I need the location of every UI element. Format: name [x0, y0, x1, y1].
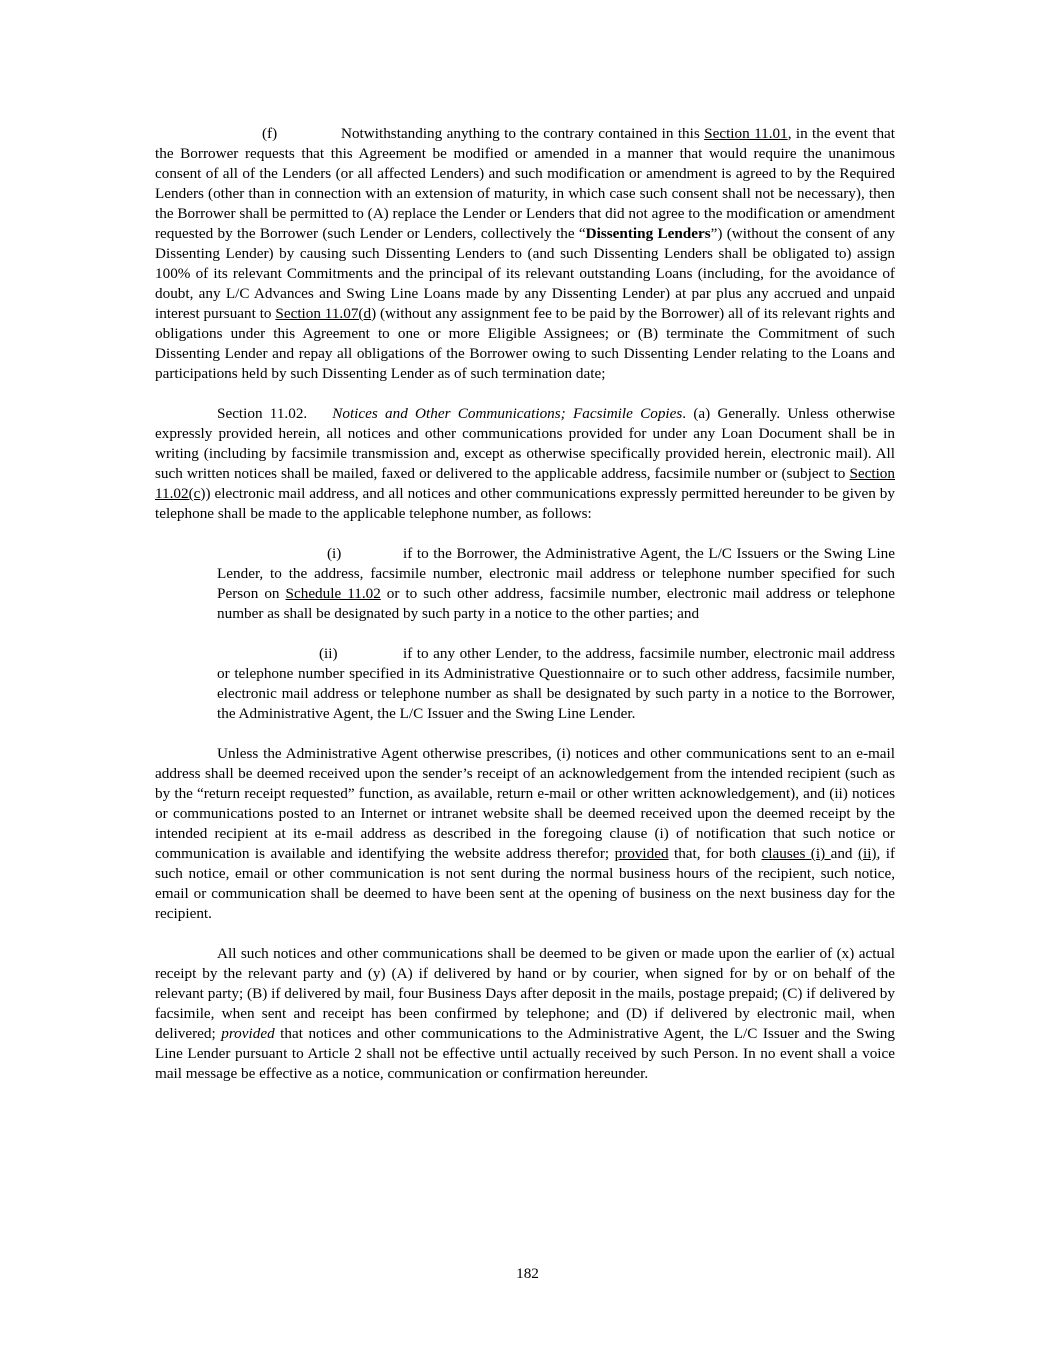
list-item-ii: (ii) if to any other Lender, to the address, facsimile number, electronic mail address or telephone number specified in its Administrative Questionnaire or to such other address, facsimile number, electronic mail address or telephone number as shall be designated by such party in a notice to the Borrower, the Administrative Agent, the L/C Issuer and the Swing Line Lender. [217, 645, 895, 722]
clause-reference: (ii) [857, 845, 877, 862]
section-11-02-paragraph: Section 11.02. Notices and Other Communications; Facsimile Copies. (a) Generally. Unless otherwise expressly provided herein, all notices and other communications provided for under any Loan Document shall be in writing (including by facsimile transmission and, except as otherwise specifically provided herein, electronic mail). All such written notices shall be mailed, faxed or delivered to the applicable address, facsimile number or (subject to Section 11.02(c)) electronic mail address, and all notices and other communications expressly permitted hereunder to be given by telephone shall be made to the applicable telephone number, as follows: [155, 405, 896, 522]
list-marker: (i) [327, 545, 342, 562]
clause-reference: clauses (i) [761, 845, 831, 862]
email-notice-paragraph: Unless the Administrative Agent otherwise prescribes, (i) notices and other communications sent to an e-mail address shall be deemed received upon the sender’s receipt of an acknowledgement from the intended recipient (such as by the “return receipt requested” function, as available, return e-mail or other written acknowledgement), and (ii) notices or communications posted to an Internet or intranet website shall be deemed received upon the deemed receipt by the intended recipient at its e-mail address as described in the foregoing clause (i) of notification that such notice or communication is available and identifying the website address therefor; provided that, for both clauses (i) and (ii), if such notice, email or other communication is not sent during the normal business hours of the recipient, such notice, email or communication shall be deemed to have been sent at the opening of business on the next business day for the recipient. [155, 745, 895, 922]
document-page [155, 124, 895, 1104]
section-reference: Section 11.01 [704, 125, 788, 142]
section-title: Notices and Other Communications; Facsimile Copies [332, 405, 683, 422]
page-number: 182 [516, 1265, 539, 1282]
paragraph-f: (f) Notwithstanding anything to the contrary contained in this Section 11.01, in the event that the Borrower requests that this Agreement be modified or amended in a manner that would require the unanimous consent of all of the Lenders (or all affected Lenders) and such modification or amendment is agreed to by the Required Lenders (other than in connection with an extension of maturity, in which case such consent shall not be necessary), then the Borrower shall be permitted to (A) replace the Lender or Lenders that did not agree to the modification or amendment requested by the Borrower (such Lender or Lenders, collectively the “Dissenting Lenders”) (without the consent of any Dissenting Lender) by causing such Dissenting Lenders to (and such Dissenting Lenders shall be obligated to) assign 100% of its relevant Commitments and the principal of its relevant outstanding Loans (including, for the avoidance of doubt, any L/C Advances and Swing Line Loans made by any Dissenting Lender) at par plus any accrued and unpaid interest pursuant to Section 11.07(d) (without any assignment fee to be paid by the Borrower) all of its relevant rights and obligations under this Agreement to one or more Eligible Assignees; or (B) terminate the Commitment of such Dissenting Lender and repay all obligations of the Borrower owing to such Dissenting Lender relating to the Loans and participations held by such Dissenting Lender as of such termination date; [155, 125, 896, 382]
list-item-i: (i) if to the Borrower, the Administrative Agent, the L/C Issuers or the Swing Line Lender, to the address, facsimile number, electronic mail address or telephone number specified for such Person on Schedule 11.02 or to such other address, facsimile number, electronic mail address or telephone number as shall be designated by such party in a notice to the other parties; and [217, 545, 895, 622]
paragraph-marker: (f) [262, 125, 278, 142]
defined-term: Dissenting Lenders [585, 225, 711, 242]
schedule-reference: Schedule 11.02 [285, 585, 381, 602]
section-reference: Section 11.07(d [275, 305, 372, 322]
notice-address-list [217, 544, 895, 724]
delivery-paragraph: All such notices and other communications shall be deemed to be given or made upon the earlier of (x) actual receipt by the relevant party and (y) (A) if delivered by hand or by courier, when signed for by or on behalf of the relevant party; (B) if delivered by mail, four Business Days after deposit in the mails, postage prepaid; (C) if delivered by facsimile, when sent and receipt has been confirmed by telephone; and (D) if delivered by electronic mail, when delivered; provided that notices and other communications to the Administrative Agent, the L/C Issuer and the Swing Line Lender pursuant to Article 2 shall not be effective until actually received by such Person. In no event shall a voice mail message be effective as a notice, communication or confirmation hereunder. [155, 945, 895, 1082]
provided-term: provided [221, 1025, 275, 1042]
section-reference: Section 11.02(c [155, 465, 895, 502]
section-number: Section 11.02. [217, 405, 308, 422]
list-marker: (ii) [319, 645, 338, 662]
provided-term: provided [614, 845, 669, 862]
